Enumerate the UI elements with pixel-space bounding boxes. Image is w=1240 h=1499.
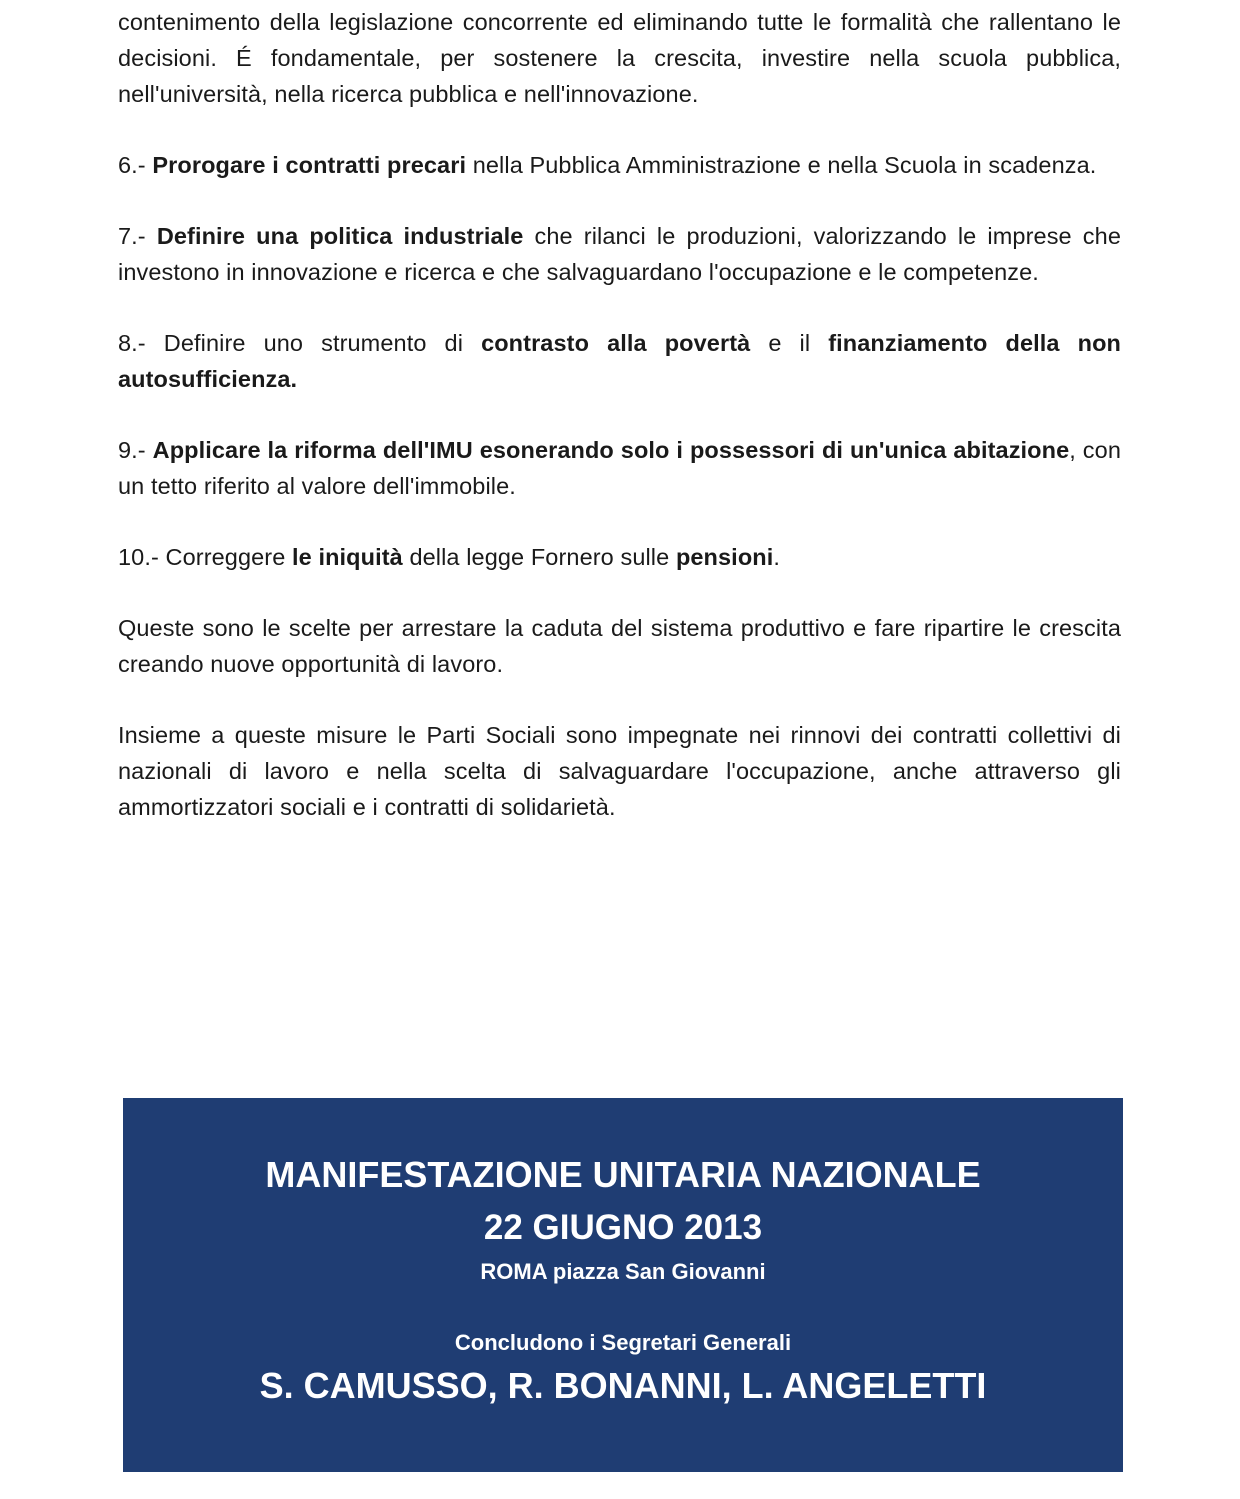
paragraph-5-continuation: contenimento della legislazione concorrente ed eliminando tutte le formalità che rallentano le decisioni. É fondamentale, per sostenere la crescita, investire nella scuola pubblica, nell'università, nella ricerca pubblica e nell'innovazione. xyxy=(118,9,1121,107)
paragraph-conclusion: Queste sono le scelte per arrestare la caduta del sistema produttivo e fare ripartire le crescita creando nuove opportunità di lavoro. xyxy=(118,615,1121,677)
paragraph-8-emphasis-1: contrasto alla povertà xyxy=(481,330,751,356)
banner-date: 22 GIUGNO 2013 xyxy=(483,1208,763,1247)
banner-speakers-intro: Concludono i Segretari Generali xyxy=(454,1330,792,1355)
banner-speaker-names: S. CAMUSSO, R. BONANNI, L. ANGELETTI xyxy=(259,1365,987,1406)
paragraph-9: 9.- Applicare la riforma dell'IMU esonerando solo i possessori di un'unica abitazione, con un tetto riferito al valore dell'immobile. xyxy=(118,437,1121,499)
paragraph-10-emphasis-1: le iniquità xyxy=(292,544,403,570)
paragraph-10: 10.- Correggere le iniquità della legge Fornero sulle pensioni. xyxy=(118,544,780,570)
banner-location: ROMA piazza San Giovanni xyxy=(480,1259,766,1284)
paragraph-7: 7.- Definire una politica industriale che rilanci le produzioni, valorizzando le imprese che investono in innovazione e ricerca e che salvaguardano l'occupazione e le competenze. xyxy=(118,223,1121,285)
paragraph-6: 6.- Prorogare i contratti precari nella Pubblica Amministrazione e nella Scuola in scadenza. xyxy=(118,152,1097,178)
paragraph-8-emphasis-2: finanziamento della non autosufficienza. xyxy=(118,330,1121,392)
paragraph-6-emphasis: Prorogare i contratti precari xyxy=(152,152,467,178)
document-body xyxy=(118,4,1121,860)
paragraph-7-emphasis: Definire una politica industriale xyxy=(156,223,524,249)
paragraph-10-emphasis-2: pensioni xyxy=(675,544,774,570)
event-banner xyxy=(123,1098,1123,1472)
banner-title: MANIFESTAZIONE UNITARIA NAZIONALE xyxy=(265,1154,981,1195)
paragraph-8: 8.- Definire uno strumento di contrasto alla povertà e il finanziamento della non autosufficienza. xyxy=(118,330,1121,392)
paragraph-social-partners: Insieme a queste misure le Parti Sociali sono impegnate nei rinnovi dei contratti collettivi di nazionali di lavoro e nella scelta di salvaguardare l'occupazione, anche attraverso gli ammortizzatori sociali e i contratti di solidarietà. xyxy=(118,722,1121,820)
paragraph-9-emphasis: Applicare la riforma dell'IMU esonerando solo i possessori di un'unica abitazione xyxy=(152,437,1070,463)
